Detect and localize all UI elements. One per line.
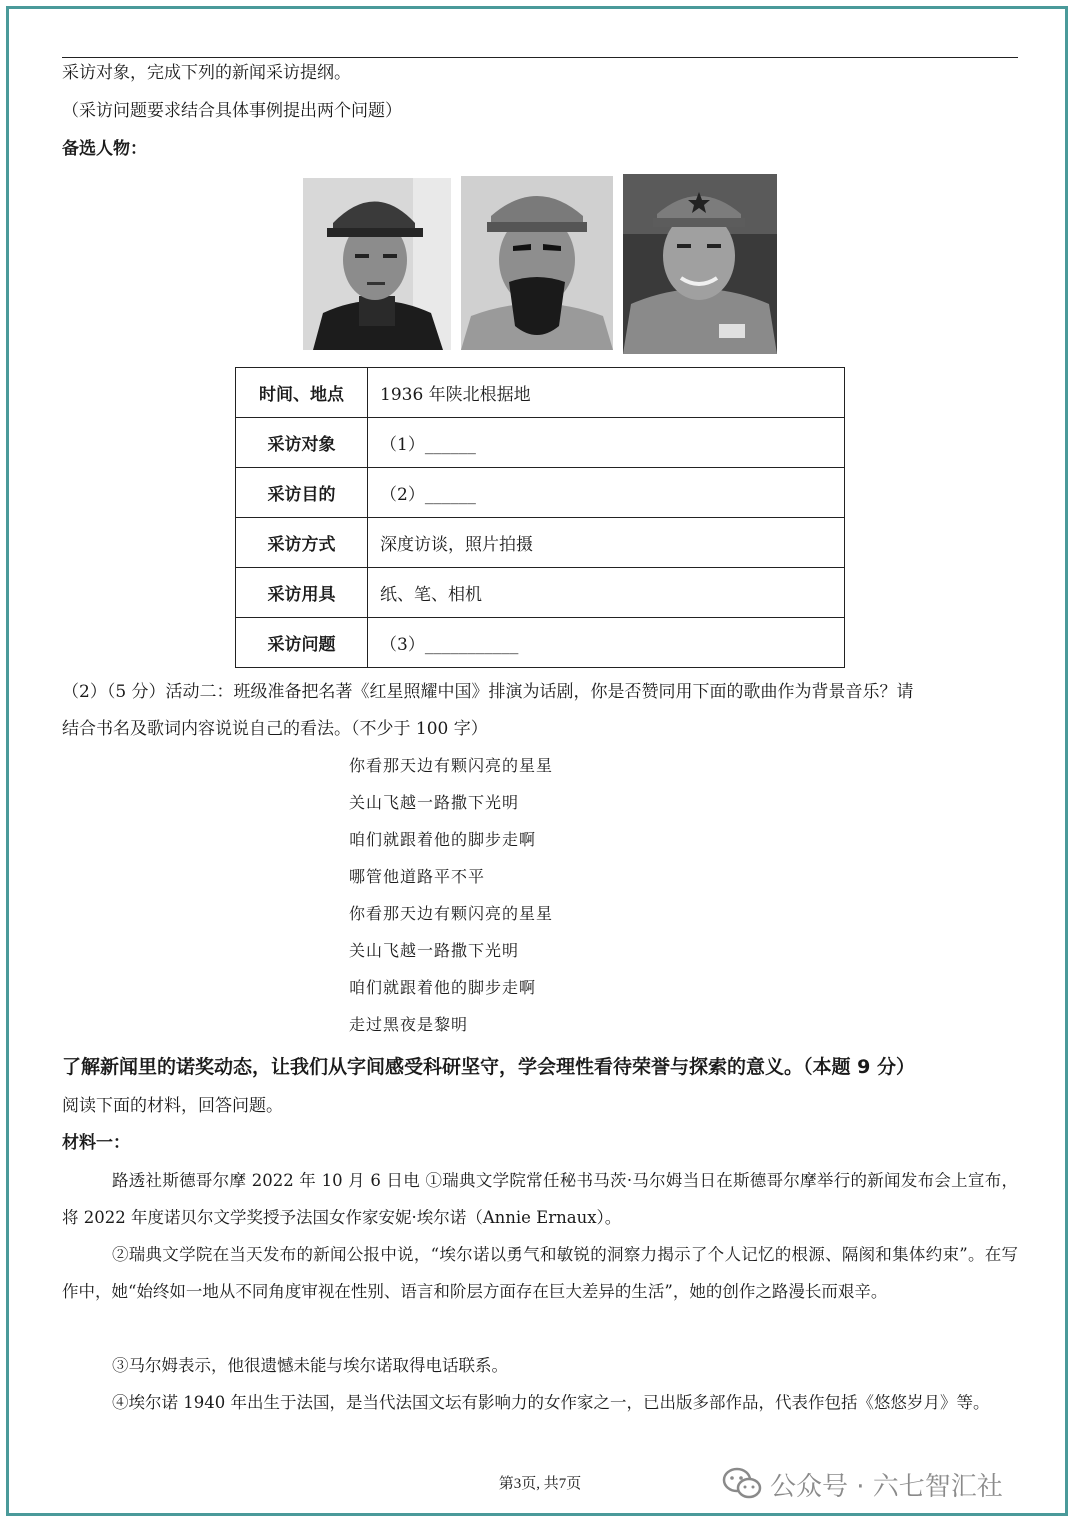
material-label: 材料一： (62, 1133, 130, 1153)
requirement-note: （采访问题要求结合具体事例提出两个问题） (62, 101, 402, 121)
lyric-line: 咱们就跟着他的脚步走啊 (349, 830, 537, 849)
table-row (236, 618, 845, 668)
row-value: 深度访谈，照片拍摄 (368, 518, 845, 568)
table-row (236, 368, 845, 418)
row-key: 采访目的 (236, 468, 368, 518)
page-number: 第3页, 共7页 (498, 1476, 582, 1492)
row-value: 纸、笔、相机 (368, 568, 845, 618)
row-key: 采访问题 (236, 618, 368, 668)
material-paragraph-4: ④埃尔诺 1940 年出生于法国，是当代法国文坛有影响力的女作家之一，已出版多部作品，代表作包括《悠悠岁月》等。 (112, 1393, 990, 1412)
candidate-photos (0, 174, 1080, 354)
section-heading: 了解新闻里的诺奖动态，让我们从字间感受科研坚守，学会理性看待荣誉与探索的意义。（本题 9 分） (62, 1056, 915, 1078)
question-2-line-1: （2）（5 分）活动二：班级准备把名著《红星照耀中国》排演为话剧，你是否赞同用下面的歌曲作为背景音乐？请 (62, 682, 914, 702)
lyric-line: 你看那天边有颗闪亮的星星 (349, 904, 554, 923)
candidate-photo-3 (623, 174, 777, 354)
table-row (236, 518, 845, 568)
material-paragraph-2: ②瑞典文学院在当天发布的新闻公报中说，“埃尔诺以勇气和敏锐的洞察力揭示了个人记忆的根源、隔阂和集体约束”。在写作中，她“始终如一地从不同角度审视在性别、语言和阶层方面存在巨大差异的生活”，她的创作之路漫长而艰辛。 (62, 1245, 1018, 1301)
candidate-photo-1 (303, 178, 451, 350)
material-paragraph-1: 路透社斯德哥尔摩 2022 年 10 月 6 日电 ①瑞典文学院常任秘书马茨·马尔姆当日在斯德哥尔摩举行的新闻发布会上宣布，将 2022 年度诺贝尔文学奖授予法国女作家安妮·埃尔诺（Annie Ernaux）。 (62, 1171, 1018, 1227)
question-2-line-2: 结合书名及歌词内容说说自己的看法。（不少于 100 字） (62, 719, 488, 739)
intro-line: 采访对象，完成下列的新闻采访提纲。 (62, 63, 351, 83)
lyric-line: 走过黑夜是黎明 (349, 1015, 469, 1034)
lyric-line: 咱们就跟着他的脚步走啊 (349, 978, 537, 997)
reading-instruction: 阅读下面的材料，回答问题。 (62, 1096, 283, 1116)
watermark (722, 1464, 1003, 1504)
blank-answer-3[interactable]: （3）___________ (368, 618, 845, 668)
interview-plan-table (235, 367, 845, 668)
lyric-line: 关山飞越一路撒下光明 (349, 793, 520, 812)
row-key: 采访用具 (236, 568, 368, 618)
row-value: 1936 年陕北根据地 (368, 368, 845, 418)
wechat-icon (722, 1467, 762, 1501)
blank-answer-1[interactable]: （1）______ (368, 418, 845, 468)
header-rule (62, 57, 1018, 58)
row-key: 采访对象 (236, 418, 368, 468)
lyric-line: 哪管他道路平不平 (349, 867, 486, 886)
row-key: 时间、地点 (236, 368, 368, 418)
table-row (236, 418, 845, 468)
table-row (236, 468, 845, 518)
candidates-label: 备选人物： (62, 139, 147, 159)
candidate-photo-2 (461, 176, 613, 350)
blank-answer-2[interactable]: （2）______ (368, 468, 845, 518)
row-key: 采访方式 (236, 518, 368, 568)
lyric-line: 你看那天边有颗闪亮的星星 (349, 756, 554, 775)
table-row (236, 568, 845, 618)
lyric-line: 关山飞越一路撒下光明 (349, 941, 520, 960)
material-paragraph-3: ③马尔姆表示，他很遗憾未能与埃尔诺取得电话联系。 (112, 1356, 508, 1375)
watermark-text: 公众号 · 六七智汇社 (770, 1471, 1003, 1502)
